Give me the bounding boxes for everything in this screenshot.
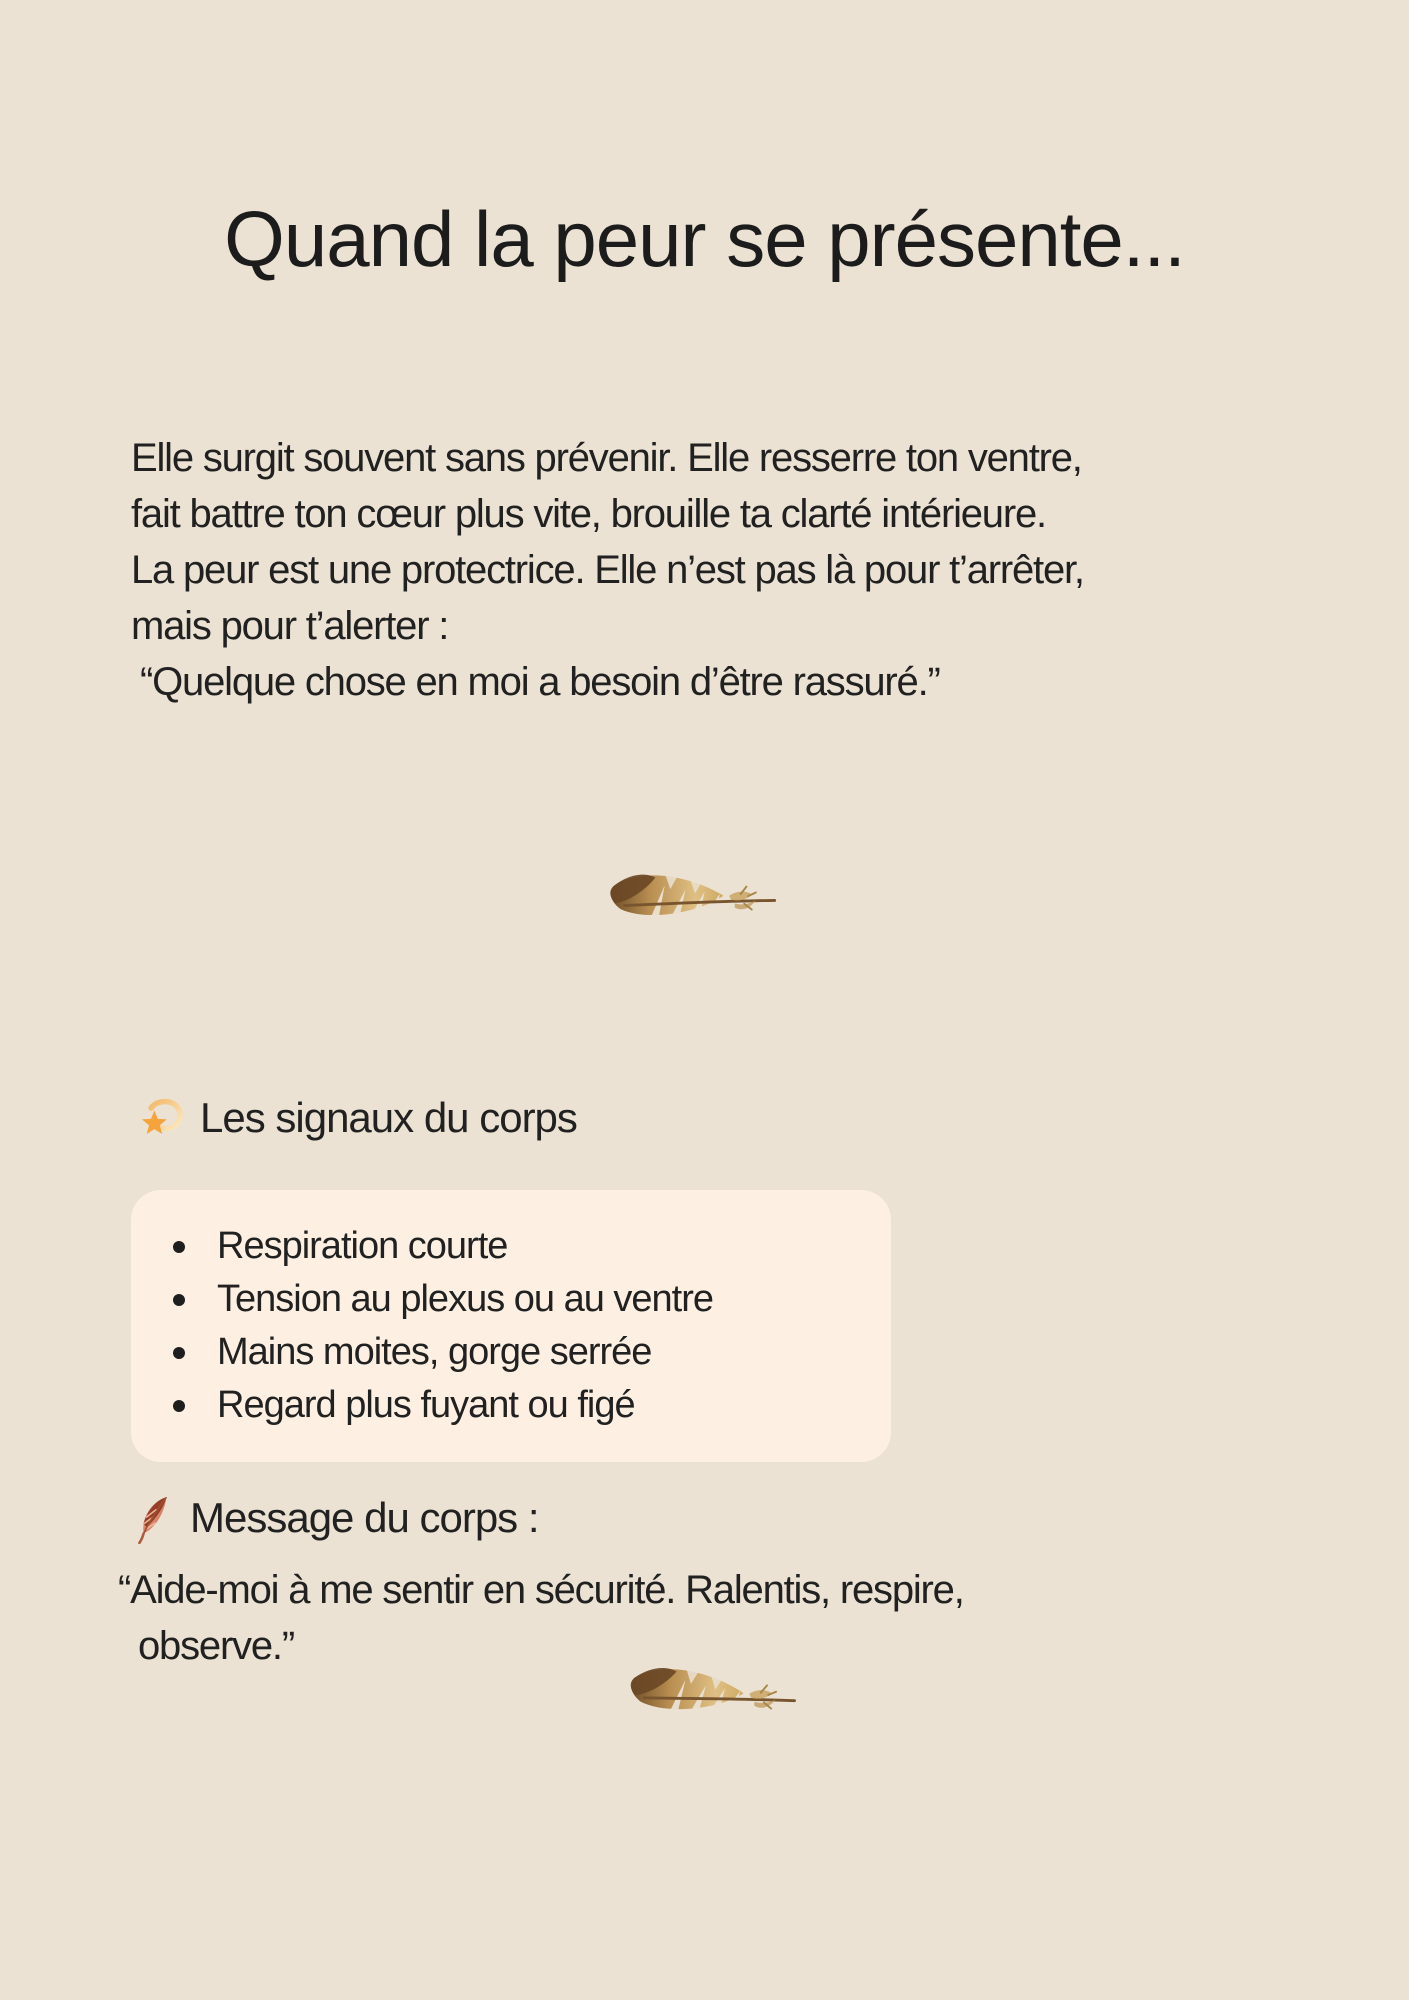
feather-emoji-icon [134,1492,176,1544]
signals-section-header [138,1094,577,1142]
signals-list [171,1220,851,1432]
dizzy-star-icon [138,1094,186,1142]
intro-line: mais pour t’alerter : [131,604,449,648]
list-item [171,1220,851,1273]
intro-line: La peur est une protectrice. Elle n’est pas là pour t’arrêter, [131,548,1084,592]
bullet-icon [173,1241,185,1253]
body-message-quote [118,1562,964,1674]
list-item-label: Tension au plexus ou au ventre [217,1278,714,1320]
list-item-label: Mains moites, gorge serrée [217,1331,652,1373]
message-section-header [134,1492,539,1544]
intro-line: Elle surgit souvent sans prévenir. Elle resserre ton ventre, [131,436,1082,480]
page-title: Quand la peur se présente... [224,195,1185,284]
feather-illustration [616,1649,811,1740]
bullet-icon [173,1400,185,1412]
signals-card [131,1190,891,1462]
list-item [171,1326,851,1379]
list-item [171,1273,851,1326]
bullet-icon [173,1347,185,1359]
message-heading: Message du corps : [190,1494,539,1541]
quote-line: observe.” [138,1624,294,1668]
bullet-icon [173,1294,185,1306]
quote-line: “Aide-moi à me sentir en sécurité. Ralentis, respire, [118,1568,964,1612]
feather-illustration [597,858,788,939]
intro-paragraph [131,430,1084,710]
intro-line: “Quelque chose en moi a besoin d’être rassuré.” [140,660,940,704]
list-item [171,1379,851,1432]
list-item-label: Regard plus fuyant ou figé [217,1384,635,1426]
list-item-label: Respiration courte [217,1225,508,1267]
intro-line: fait battre ton cœur plus vite, brouille ta clarté intérieure. [131,492,1046,536]
signals-heading: Les signaux du corps [200,1094,577,1141]
